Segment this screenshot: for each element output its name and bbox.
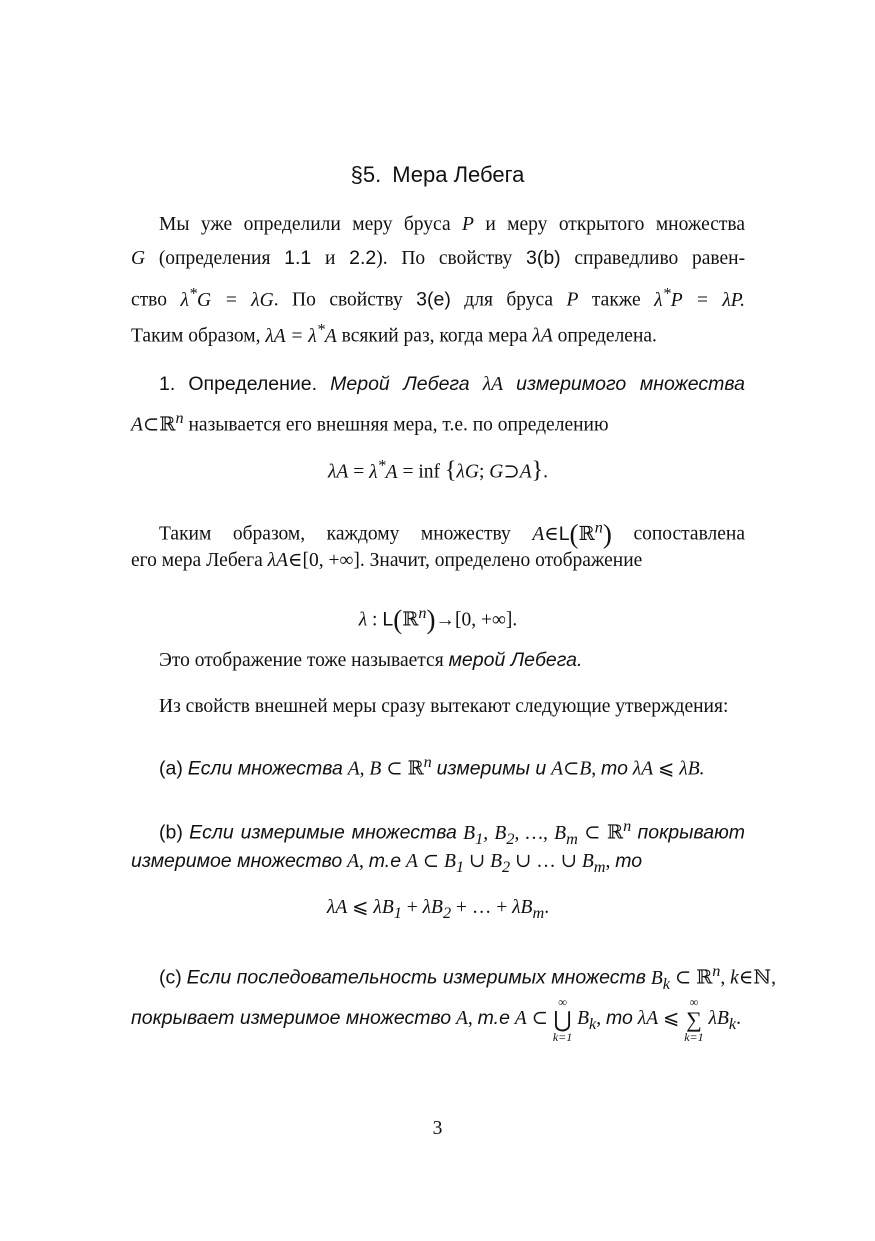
union-operator: ∞ ⋃ k=1 [552,994,573,1044]
section-name: Мера Лебега [392,162,525,187]
mapping-formula: λ : L(ℝ$^n$)→[0, +∞]. [358,604,518,635]
intro-line-1: Мы уже определили меру бруса P и меру открытого множества [159,214,746,235]
intro-line-3: ство λ*G = λG. По свойству 3(e) для бруса P также λ*P = λP. [131,284,746,311]
para4: Из свойств внешней меры сразу вытекают следующие утверждения: [159,696,729,717]
definition-label: Определение. [188,373,318,395]
para3: Это отображение тоже называется мерой Лебега. [159,649,583,671]
section-number: §5. [350,162,382,187]
item-c-line-2: покрывает измеримое множество A, т.е A ⊂ ∞ ⋃ k=1 $B_k$, то λA ⩽ ∞ ∑ k=1 $\lambda B_k$. [131,994,741,1044]
item-b-line-2: измеримое множество A, т.е A ⊂ $B_1$ ∪ $B_2$ ∪ … ∪ $B_m$, то [131,850,643,876]
item-b-label: (b) [159,821,183,844]
item-c-label: (c) [159,966,182,989]
para2-line-1: Таким образом, каждому множеству A∈L(ℝ$^n$) сопоставлена [159,518,746,549]
item-b-line-1: (b) Если измеримые множества $B_1$, $B_2$, …, $B_m$ ⊂ ℝ$^n$ покрывают [159,817,745,848]
item-a-label: (a) [159,757,183,780]
sum-operator: ∞ ∑ k=1 [684,994,704,1044]
item-b-formula: λA ⩽ $\lambda B_1 + \lambda B_2$ + … + $\lambda B_m$. [326,897,550,922]
section-title [0,160,875,190]
definition-line-1: 1. Определение. Мерой Лебега λA измеримого множества [159,373,745,395]
definition-number: 1. [159,373,176,395]
para2-line-2: его мера Лебега λA∈[0, +∞]. Значит, определено отображение [131,550,643,571]
intro-line-2: G (определения 1.1 и 2.2). По свойству 3(b) справедливо равен- [131,247,746,269]
intro-line-4: Таким образом, λA = λ*A всякий раз, когда мера λA определена. [131,320,657,347]
definition-line-2: A⊂ℝ$^n$ называется его внешняя мера, т.е. по определению [131,409,609,436]
definition-formula: λA = λ*A = inf {λG; G⊃A}. [327,456,549,484]
page-number: 3 [432,1118,443,1139]
item-a: (a) Если множества A, B ⊂ ℝ$^n$ измеримы и A⊂B, то λA ⩽ λB. [159,753,705,780]
item-c-line-1: (c) Если последовательность измеримых множеств $B_k$ ⊂ ℝ$^n$, k∈ℕ, [159,962,776,993]
